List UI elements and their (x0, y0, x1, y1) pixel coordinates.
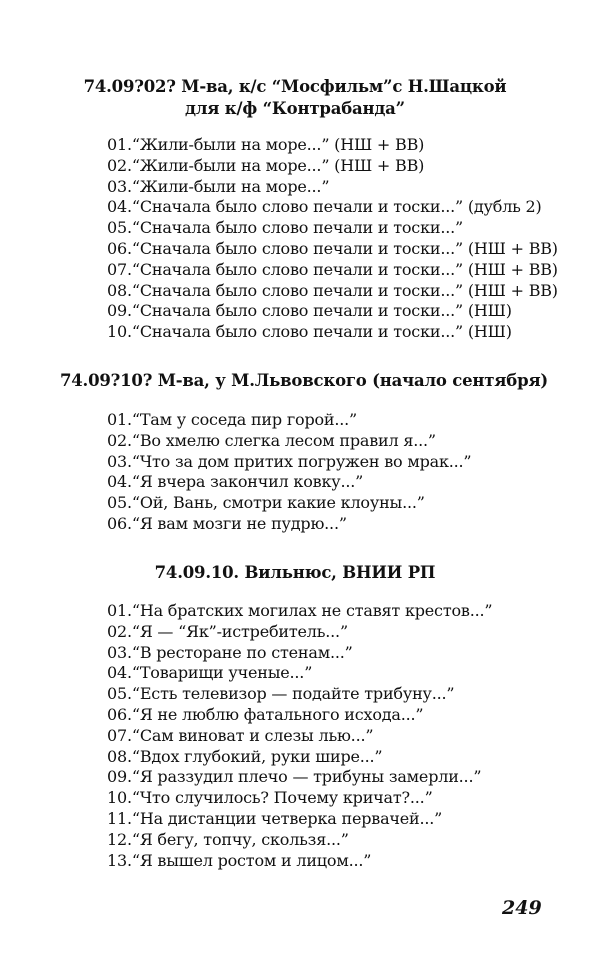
track-item: 05.“Есть телевизор — подайте трибуну...” (107, 684, 455, 704)
track-item: 11.“На дистанции четверка первачей...” (107, 808, 443, 828)
page-number: 249 (502, 897, 542, 919)
section-1-heading-line-1: 74.09?02? М-ва, к/с “Мосфильм”с Н.Шацкой (83, 77, 507, 96)
track-item: 05.“Сначала было слово печали и тоски...” (107, 218, 463, 238)
track-item: 13.“Я вышел ростом и лицом...” (107, 850, 372, 870)
section-2-heading-line-1: 74.09?10? М-ва, у М.Львовского (начало сентября) (60, 371, 549, 390)
track-item: 04.“Сначала было слово печали и тоски...” (дубль 2) (107, 197, 542, 217)
track-item: 02.“Жили-были на море...” (НШ + ВВ) (107, 155, 425, 175)
track-item: 10.“Что случилось? Почему кричат?...” (107, 788, 433, 808)
track-item: 01.“Жили-были на море...” (НШ + ВВ) (107, 135, 425, 154)
track-item: 06.“Я вам мозги не пудрю...” (107, 513, 347, 533)
track-item: 05.“Ой, Вань, смотри какие клоуны...” (107, 493, 425, 513)
track-item: 04.“Товарищи ученые...” (107, 663, 313, 683)
section-1-heading (60, 76, 530, 120)
track-item: 06.“Сначала было слово печали и тоски...” (НШ + ВВ) (107, 238, 558, 258)
track-item: 08.“Вдох глубокий, руки шире...” (107, 746, 383, 766)
track-item: 06.“Я не люблю фатального исхода...” (107, 704, 424, 724)
section-1-track-list (107, 135, 558, 343)
track-item: 12.“Я бегу, топчу, скользя...” (107, 829, 349, 849)
section-3-track-list (107, 601, 492, 871)
track-item: 03.“В ресторане по стенам...” (107, 642, 353, 662)
track-item: 07.“Сам виноват и слезы лью...” (107, 725, 374, 745)
section-3-heading (60, 562, 530, 584)
section-3-heading-line-1: 74.09.10. Вильнюс, ВНИИ РП (154, 563, 436, 582)
section-1-heading-line-2: для к/ф “Контрабанда” (185, 99, 405, 118)
track-item: 07.“Сначала было слово печали и тоски...” (НШ + ВВ) (107, 259, 558, 279)
track-item: 03.“Что за дом притих погружен во мрак...” (107, 451, 472, 471)
track-item: 09.“Сначала было слово печали и тоски...” (НШ) (107, 301, 512, 321)
track-item: 01.“На братских могилах не ставят крестов...” (107, 601, 493, 620)
section-2-track-list (107, 410, 471, 535)
track-item: 02.“Я — “Як”-истребитель...” (107, 621, 348, 641)
section-2-heading (60, 370, 549, 392)
track-item: 08.“Сначала было слово печали и тоски...” (НШ + ВВ) (107, 280, 558, 300)
track-item: 10.“Сначала было слово печали и тоски...” (НШ) (107, 322, 512, 342)
track-item: 01.“Там у соседа пир горой...” (107, 410, 358, 429)
track-item: 04.“Я вчера закончил ковку...” (107, 472, 364, 492)
track-item: 02.“Во хмелю слегка лесом правил я...” (107, 430, 436, 450)
track-item: 09.“Я раззудил плечо — трибуны замерли...” (107, 767, 482, 787)
track-item: 03.“Жили-были на море...” (107, 176, 330, 196)
